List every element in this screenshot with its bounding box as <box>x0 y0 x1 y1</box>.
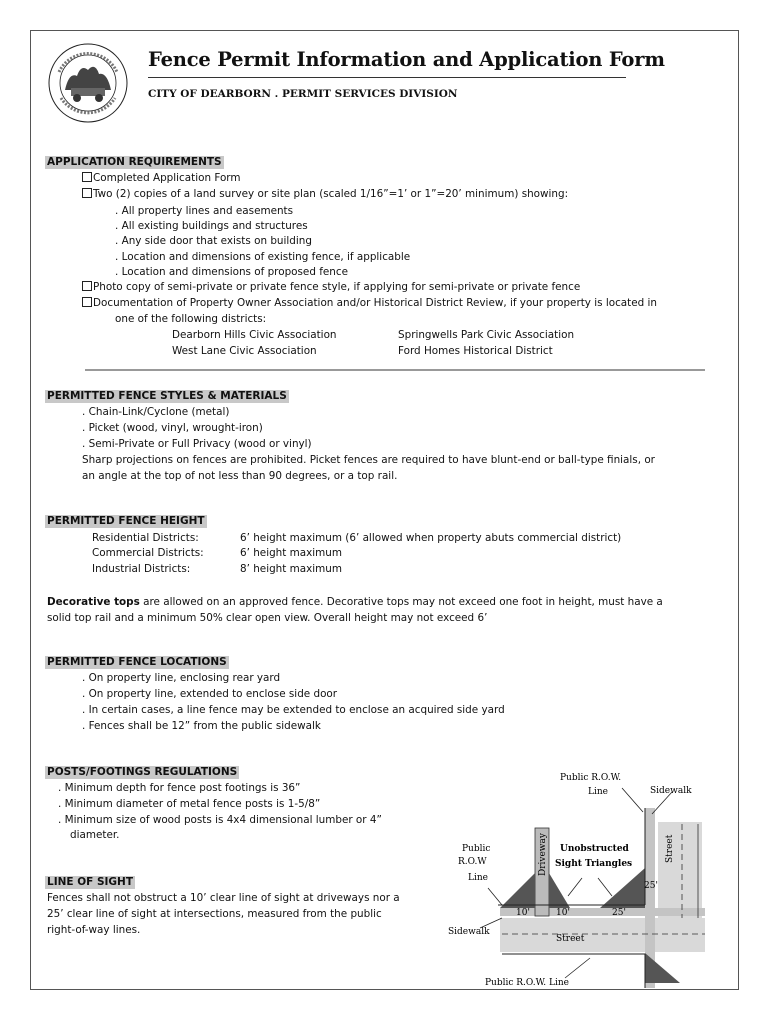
requirement-item: Documentation of Property Owner Association and/or Historical District Review, if your property is located in <box>82 297 657 310</box>
requirement-checkbox[interactable] <box>82 188 92 198</box>
requirement-checkbox[interactable] <box>82 297 92 307</box>
city-seal-logo <box>47 42 129 124</box>
style-note: Sharp projections on fences are prohibited. Picket fences are required to have blunt-end or ball-type finials, or <box>82 454 655 466</box>
location-item: . On property line, enclosing rear yard <box>82 672 281 684</box>
requirement-checkbox[interactable] <box>82 281 92 291</box>
location-item: . In certain cases, a line fence may be extended to enclose an acquired side yard <box>82 704 505 716</box>
pointer-arrow <box>598 878 612 896</box>
diagram-label: 25' <box>644 881 658 891</box>
posts-item: . Minimum size of wood posts is 4x4 dimensional lumber or 4” <box>58 814 382 826</box>
diagram-label: Sidewalk <box>448 927 490 937</box>
section-heading-height: PERMITTED FENCE HEIGHT <box>47 515 205 527</box>
requirement-sub-item: . All existing buildings and structures <box>115 220 308 232</box>
height-district: Residential Districts: <box>92 532 199 544</box>
diagram-label: Line <box>468 873 488 883</box>
sidewalk-horizontal <box>500 908 705 916</box>
diagram-label: 10' <box>556 908 570 918</box>
section-divider <box>85 369 705 371</box>
line-of-sight-text: right-of-way lines. <box>47 924 141 936</box>
requirement-continuation: one of the following districts: <box>115 313 267 325</box>
diagram-label: Driveway <box>538 833 548 876</box>
requirement-item: Completed Application Form <box>82 172 241 185</box>
page-title: Fence Permit Information and Application Form <box>148 48 665 71</box>
location-item: . On property line, extended to enclose side door <box>82 688 338 700</box>
posts-item: . Minimum depth for fence post footings is 36” <box>58 782 301 794</box>
height-limit: 6’ height maximum (6’ allowed when property abuts commercial district) <box>240 532 622 544</box>
requirement-checkbox[interactable] <box>82 172 92 182</box>
diagram-label: Unobstructed <box>560 844 629 854</box>
section-heading-line-of-sight: LINE OF SIGHT <box>47 876 134 888</box>
line-of-sight-text: Fences shall not obstruct a 10’ clear line of sight at driveways nor a <box>47 892 400 904</box>
section-heading-locations: PERMITTED FENCE LOCATIONS <box>47 656 227 668</box>
requirement-sub-item: . Location and dimensions of existing fence, if applicable <box>115 251 411 263</box>
height-district: Industrial Districts: <box>92 563 191 575</box>
district-name: Springwells Park Civic Association <box>398 329 575 341</box>
requirement-sub-item: . Location and dimensions of proposed fence <box>115 266 348 278</box>
section-heading-requirements: APPLICATION REQUIREMENTS <box>47 156 222 168</box>
sight-triangle <box>549 873 570 908</box>
requirement-sub-item: . Any side door that exists on building <box>115 235 312 247</box>
pointer-arrow <box>622 788 643 812</box>
diagram-label: R.O.W <box>458 857 487 867</box>
pointer-arrow <box>488 888 502 905</box>
pointer-arrow <box>565 958 590 978</box>
diagram-label: Line <box>588 787 608 797</box>
style-item: . Picket (wood, vinyl, wrought-iron) <box>82 422 263 434</box>
height-limit: 8’ height maximum <box>240 563 342 575</box>
location-item: . Fences shall be 12” from the public sidewalk <box>82 720 321 732</box>
diagram-label: 10' <box>516 908 530 918</box>
diagram-label: Sight Triangles <box>555 859 633 869</box>
title-underline <box>148 77 626 78</box>
sight-triangle-diagram <box>440 768 710 988</box>
sight-triangle <box>600 868 645 908</box>
sight-triangle <box>500 873 535 908</box>
height-district: Commercial Districts: <box>92 547 204 559</box>
style-item: . Semi-Private or Full Privacy (wood or vinyl) <box>82 438 312 450</box>
style-item: . Chain-Link/Cyclone (metal) <box>82 406 230 418</box>
line-of-sight-text: 25’ clear line of sight at intersections, measured from the public <box>47 908 382 920</box>
diagram-label: 25' <box>612 908 626 918</box>
page-subtitle: CITY OF DEARBORN . PERMIT SERVICES DIVISION <box>148 88 458 100</box>
diagram-label: Public <box>462 844 491 854</box>
district-name: West Lane Civic Association <box>172 345 317 357</box>
decorative-text: Decorative tops are allowed on an approved fence. Decorative tops may not exceed one foot in height, must have a <box>47 596 663 608</box>
diagram-label: Public R.O.W. Line <box>485 978 569 988</box>
pointer-arrow <box>568 878 582 896</box>
posts-item: . Minimum diameter of metal fence posts is 1-5/8” <box>58 798 321 810</box>
style-note: an angle at the top of not less than 90 degrees, or a top rail. <box>82 470 398 482</box>
sight-triangle <box>645 953 680 983</box>
requirement-item: Two (2) copies of a land survey or site plan (scaled 1/16”=1’ or 1”=20’ minimum) showing: <box>82 188 568 201</box>
diagram-label: Sidewalk <box>650 786 692 796</box>
posts-continuation: diameter. <box>70 829 120 841</box>
section-heading-styles: PERMITTED FENCE STYLES & MATERIALS <box>47 390 287 402</box>
decorative-text: solid top rail and a minimum 50% clear open view. Overall height may not exceed 6’ <box>47 612 488 624</box>
height-limit: 6’ height maximum <box>240 547 342 559</box>
district-name: Ford Homes Historical District <box>398 345 553 357</box>
section-heading-posts: POSTS/FOOTINGS REGULATIONS <box>47 766 238 778</box>
requirement-item: Photo copy of semi-private or private fence style, if applying for semi-private or private fence <box>82 281 580 294</box>
diagram-label: Street <box>665 834 675 863</box>
diagram-label: Public R.O.W. <box>560 773 622 783</box>
diagram-label: Street <box>556 934 585 944</box>
requirement-sub-item: . All property lines and easements <box>115 205 294 217</box>
district-name: Dearborn Hills Civic Association <box>172 329 337 341</box>
